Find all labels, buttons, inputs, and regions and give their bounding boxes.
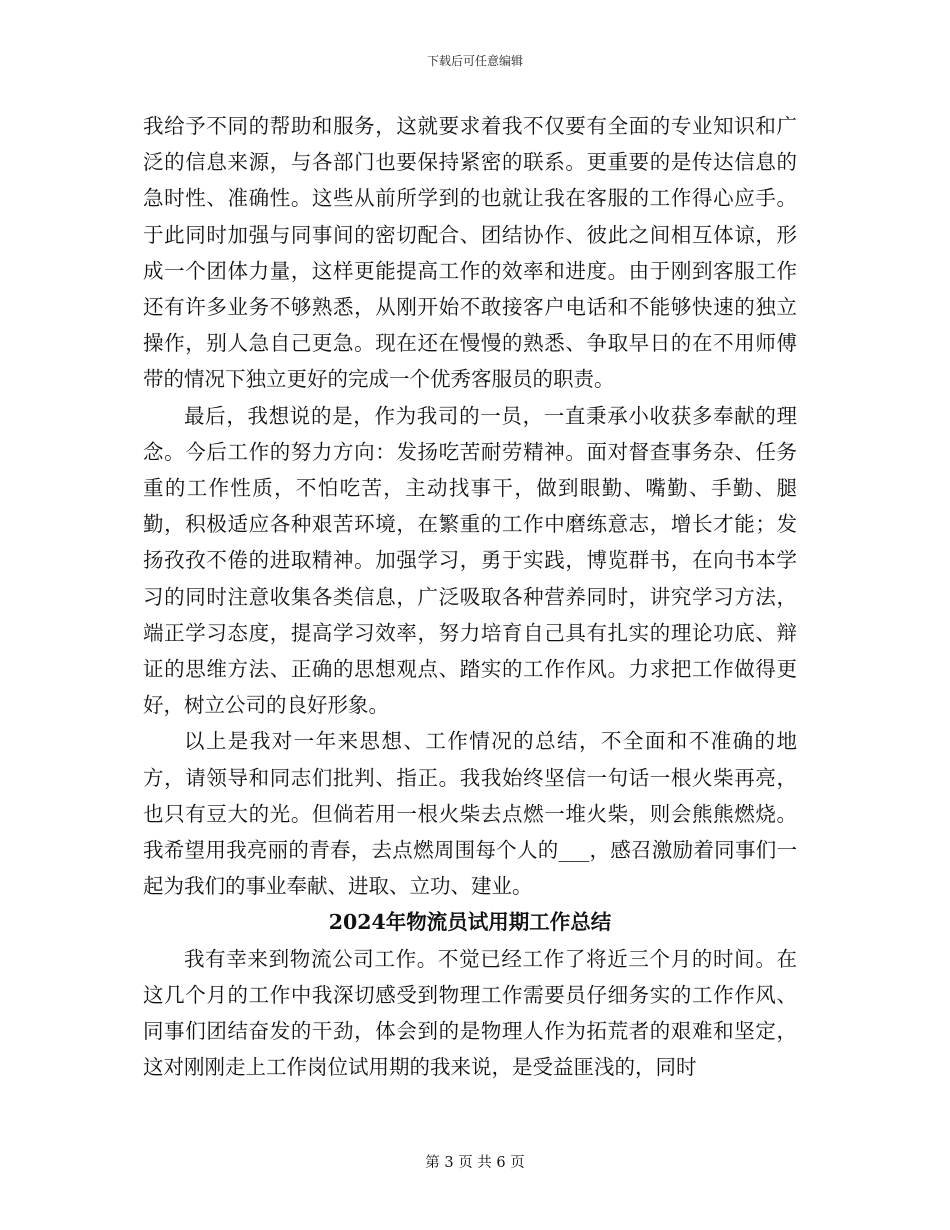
section-paragraph: 我有幸来到物流公司工作。不觉已经工作了将近三个月的时间。在这几个月的工作中我深切感受到物理工作需要员仔细务实的工作作风、同事们团结奋发的干劲，体会到的是物理人作为拓荒者的艰难和坚定，这对刚刚走上工作岗位试用期的我来说，是受益匪浅的，同时 [143,946,797,1080]
section-title: 2024年物流员试用期工作总结 [328,910,612,935]
paragraph-continued: 我给予不同的帮助和服务，这就要求着我不仅要有全面的专业知识和广泛的信息来源，与各部门也要保持紧密的联系。更重要的是传达信息的急时性、准确性。这些从前所学到的也就让我在客服的工作得心应手。于此同时加强与同事间的密切配合、团结协作、彼此之间相互体谅，形成一个团体力量，这样更能提高工作的效率和进度。由于刚到客服工作还有许多业务不够熟悉，从刚开始不敢接客户电话和不能够快速的独立操作，别人急自己更急。现在还在慢慢的熟悉、争取早日的在不用师傅带的情况下独立更好的完成一个优秀客服员的职责。 [143,114,797,392]
paragraph-conclusion: 最后，我想说的是，作为我司的一员，一直秉承小收获多奉献的理念。今后工作的努力方向：发扬吃苦耐劳精神。面对督查事务杂、任务重的工作性质，不怕吃苦，主动找事干，做到眼勤、嘴勤、手勤、腿勤，积极适应各种艰苦环境，在繁重的工作中磨练意志，增长才能；发扬孜孜不倦的进取精神。加强学习，勇于实践，博览群书，在向书本学习的同时注意收集各类信息，广泛吸取各种营养同时，讲究学习方法，端正学习态度，提高学习效率，努力培育自己具有扎实的理论功底、辩证的思维方法、正确的思想观点、踏实的工作作风。力求把工作做得更好，树立公司的良好形象。 [143,403,797,718]
page-header: 下载后可任意编辑 [426,54,523,68]
page-number: 第 3 页 共 6 页 [425,1155,525,1171]
document-body [143,108,797,1085]
paragraph-summary: 以上是我对一年来思想、工作情况的总结，不全面和不准确的地方，请领导和同志们批判、指正。我我始终坚信一句话一根火柴再亮，也只有豆大的光。但倘若用一根火柴去点燃一堆火柴，则会熊熊燃烧。我希望用我亮丽的青春，去点燃周围每个人的___，感召激励着同事们一起为我们的事业奉献、进取、立功、建业。 [143,729,797,899]
